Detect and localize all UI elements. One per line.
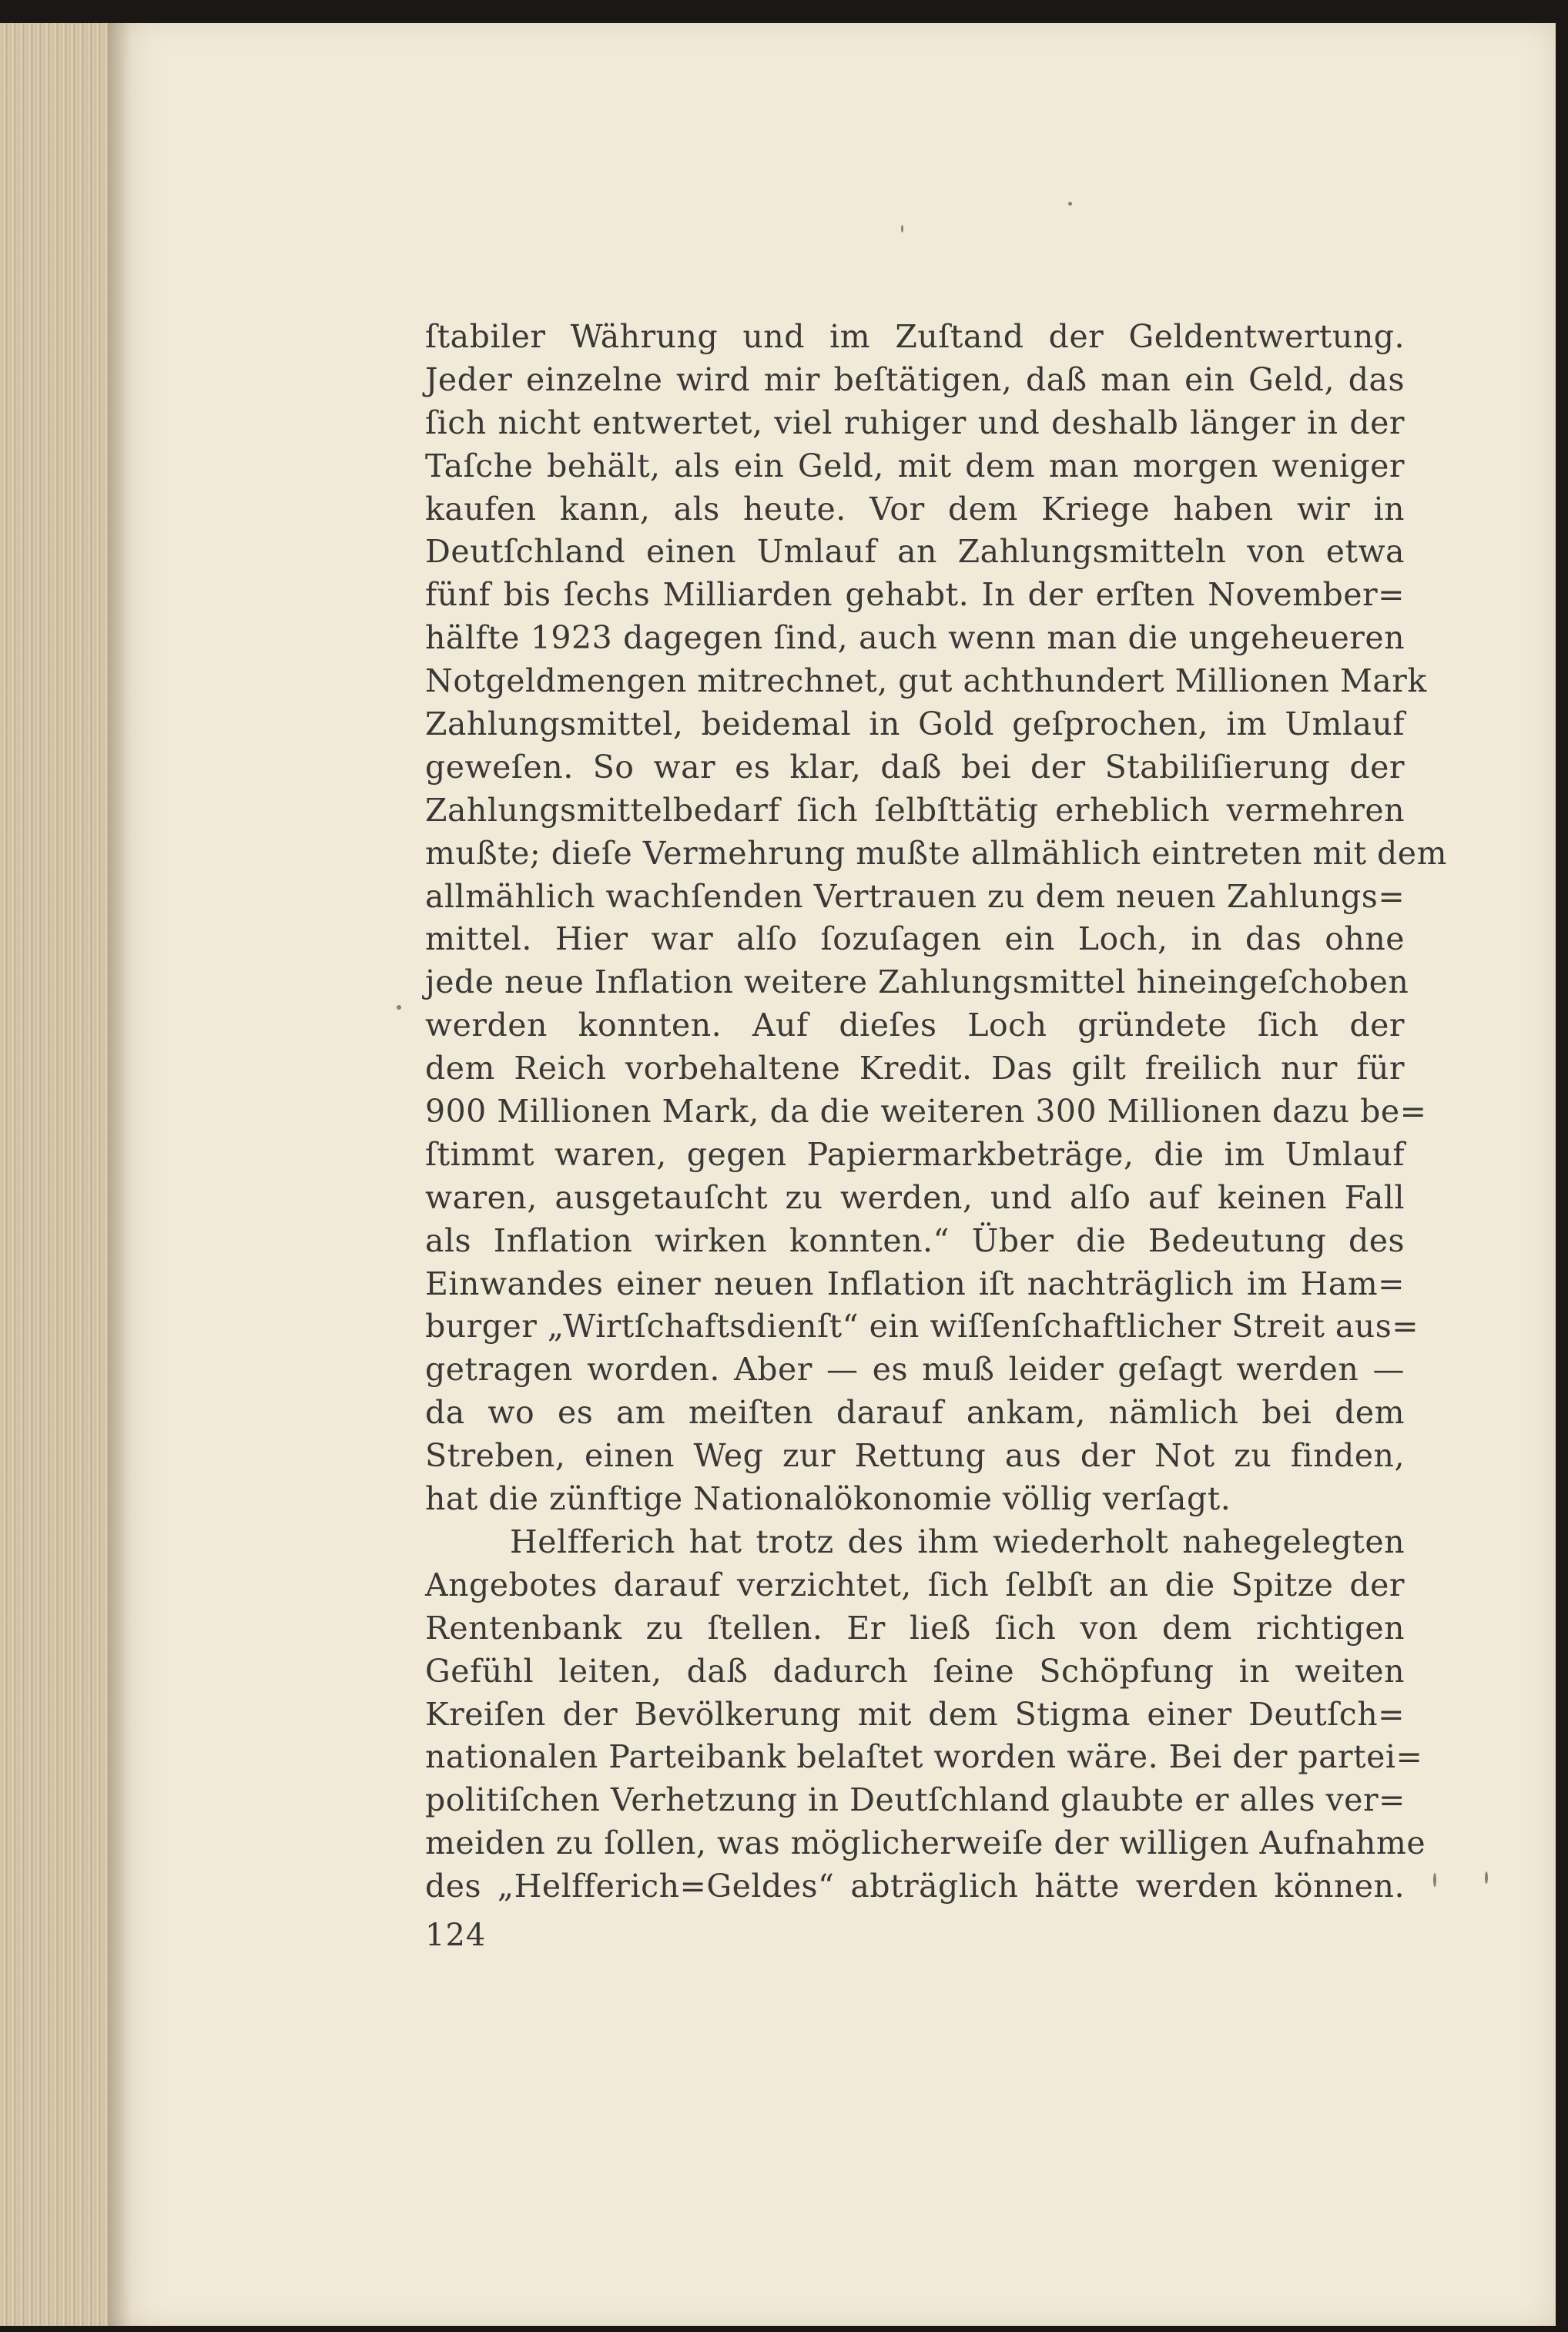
- text-line: Zahlungsmittel, beidemal in Gold geſprochen, im Umlauf: [425, 705, 1405, 743]
- paper-speck: [1433, 1873, 1436, 1887]
- text-line: mittel. Hier war alſo ſozuſagen ein Loch, in das ohne: [425, 920, 1405, 958]
- text-line: ſich nicht entwertet, viel ruhiger und deshalb länger in der: [425, 404, 1405, 441]
- text-line: Notgeldmengen mitrechnet, gut achthundert Millionen Mark: [425, 662, 1427, 700]
- text-line: geweſen. So war es klar, daß bei der Stabiliſierung der: [425, 748, 1405, 786]
- text-line: Angebotes darauf verzichtet, ſich ſelbſt an die Spitze der: [425, 1566, 1405, 1603]
- text-line: hälfte 1923 dagegen ſind, auch wenn man die ungeheueren: [425, 619, 1405, 657]
- text-line: allmählich wachſenden Vertrauen zu dem neuen Zahlungs=: [425, 877, 1406, 915]
- book-page-edges: [0, 23, 117, 2326]
- text-line: jede neue Inflation weitere Zahlungsmittel hineingeſchoben: [425, 963, 1409, 1001]
- text-line: da wo es am meiſten darauf ankam, nämlich bei dem: [425, 1394, 1405, 1432]
- text-line: des „Helfferich=Geldes“ abträglich hätte werden können.: [425, 1868, 1405, 1905]
- text-line: Helfferich hat trotz des ihm wiederholt nahegelegten: [510, 1523, 1405, 1560]
- page-gutter-shadow: [108, 23, 131, 2326]
- text-line: werden konnten. Auf dieſes Loch gründete ſich der: [425, 1007, 1405, 1044]
- text-line: 900 Millionen Mark, da die weiteren 300 Millionen dazu be=: [425, 1093, 1427, 1131]
- text-line: Einwandes einer neuen Inflation iſt nachträglich im Ham=: [425, 1265, 1405, 1302]
- text-line: waren, ausgetauſcht zu werden, und alſo auf keinen Fall: [425, 1178, 1405, 1216]
- text-line: ſtabiler Währung und im Zuſtand der Geldentwertung.: [425, 318, 1405, 355]
- paper-speck: [901, 225, 903, 233]
- text-line: Streben, einen Weg zur Rettung aus der Not zu finden,: [425, 1437, 1405, 1475]
- paper-speck: [397, 1005, 401, 1010]
- text-line: politiſchen Verhetzung in Deutſchland glaubte er alles ver=: [425, 1781, 1406, 1819]
- body-text: [425, 316, 1447, 1908]
- text-line: als Inflation wirken konnten.“ Über die Bedeutung des: [425, 1221, 1405, 1259]
- text-line: nationalen Parteibank belaſtet worden wäre. Bei der partei=: [425, 1738, 1423, 1776]
- paper-speck: [1485, 1871, 1488, 1884]
- text-line: Jeder einzelne wird mir beſtätigen, daß man ein Geld, das: [425, 360, 1405, 398]
- text-line: Taſche behält, als ein Geld, mit dem man morgen weniger: [425, 447, 1405, 484]
- text-line: Zahlungsmittelbedarf ſich ſelbſttätig erheblich vermehren: [425, 791, 1405, 829]
- text-line: dem Reich vorbehaltene Kredit. Das gilt freilich nur für: [425, 1050, 1405, 1087]
- text-line: getragen worden. Aber — es muß leider geſagt werden —: [425, 1351, 1405, 1389]
- text-line: ſtimmt waren, gegen Papiermarkbeträge, die im Umlauf: [425, 1135, 1405, 1173]
- paper-speck: [1068, 202, 1072, 206]
- text-line: meiden zu ſollen, was möglicherweiſe der willigen Aufnahme: [425, 1824, 1426, 1862]
- text-line: fünf bis ſechs Milliarden gehabt. In der erſten November=: [425, 576, 1405, 614]
- text-line: mußte; dieſe Vermehrung mußte allmählich eintreten mit dem: [425, 834, 1447, 872]
- text-line: Gefühl leiten, daß dadurch ſeine Schöpfung in weiten: [425, 1652, 1405, 1690]
- text-line: kaufen kann, als heute. Vor dem Kriege haben wir in: [425, 490, 1405, 528]
- text-line: Rentenbank zu ſtellen. Er ließ ſich von dem richtigen: [425, 1609, 1405, 1647]
- page-number: 124: [425, 1918, 487, 1953]
- text-line: burger „Wirtſchaftsdienſt“ ein wiſſenſchaftlicher Streit aus=: [425, 1308, 1419, 1345]
- text-line: Deutſchland einen Umlauf an Zahlungsmitteln von etwa: [425, 533, 1405, 571]
- text-line: hat die zünftige Nationalökonomie völlig verſagt.: [425, 1480, 1231, 1518]
- text-line: Kreiſen der Bevölkerung mit dem Stigma einer Deutſch=: [425, 1695, 1405, 1733]
